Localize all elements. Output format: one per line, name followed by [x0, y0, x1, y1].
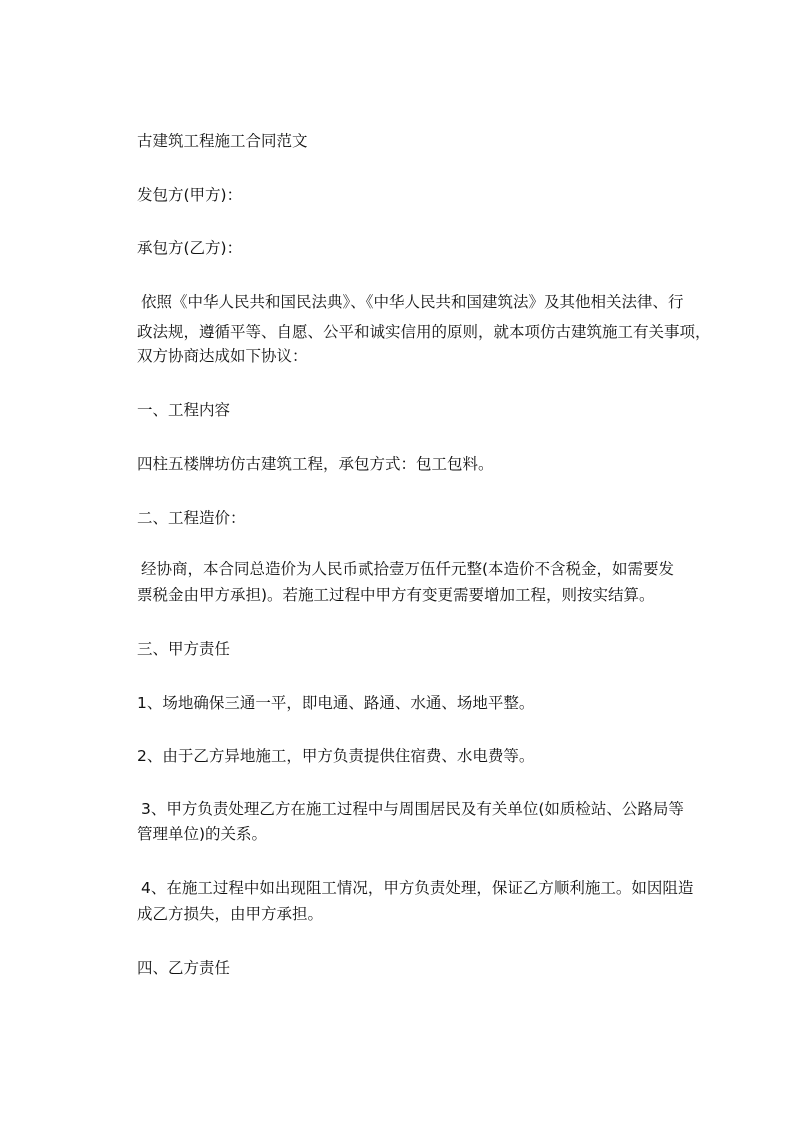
- section-3-item-4-line-1: 4、在施工过程中如出现阻工情况，甲方负责处理，保证乙方顺利施工。如因阻造: [141, 879, 694, 897]
- section-3-item-3-line-2: 管理单位)的关系。: [137, 825, 268, 843]
- section-3-item-2: 2、由于乙方异地施工，甲方负责提供住宿费、水电费等。: [137, 747, 535, 765]
- section-1-heading: 一、工程内容: [137, 401, 231, 419]
- section-3-item-3-line-1: 3、甲方负责处理乙方在施工过程中与周围居民及有关单位(如质检站、公路局等: [141, 800, 684, 818]
- preamble-line-3: 双方协商达成如下协议：: [137, 347, 308, 365]
- party-b-label: 承包方(乙方)：: [137, 239, 243, 257]
- section-3-item-4-line-2: 成乙方损失，由甲方承担。: [137, 905, 324, 923]
- section-3-item-1: 1、场地确保三通一平，即电通、路通、水通、场地平整。: [137, 694, 535, 712]
- section-4-heading: 四、乙方责任: [137, 959, 231, 977]
- section-2-body-line-2: 票税金由甲方承担)。若施工过程中甲方有变更需要增加工程，则按实结算。: [137, 586, 655, 604]
- section-2-heading: 二、工程造价：: [137, 509, 246, 527]
- party-a-label: 发包方(甲方)：: [137, 186, 243, 204]
- preamble-line-1: 依照《中华人民共和国民法典》、《中华人民共和国建筑法》及其他相关法律、行: [141, 293, 684, 311]
- section-1-body: 四柱五楼牌坊仿古建筑工程，承包方式：包工包料。: [137, 455, 494, 473]
- document-title: 古建筑工程施工合同范文: [137, 132, 308, 150]
- preamble-line-2: 政法规，遵循平等、自愿、公平和诚实信用的原则，就本项仿古建筑施工有关事项，: [137, 323, 711, 341]
- section-2-body-line-1: 经协商，本合同总造价为人民币贰拾壹万伍仟元整(本造价不含税金，如需要发: [141, 560, 675, 578]
- section-3-heading: 三、甲方责任: [137, 640, 231, 658]
